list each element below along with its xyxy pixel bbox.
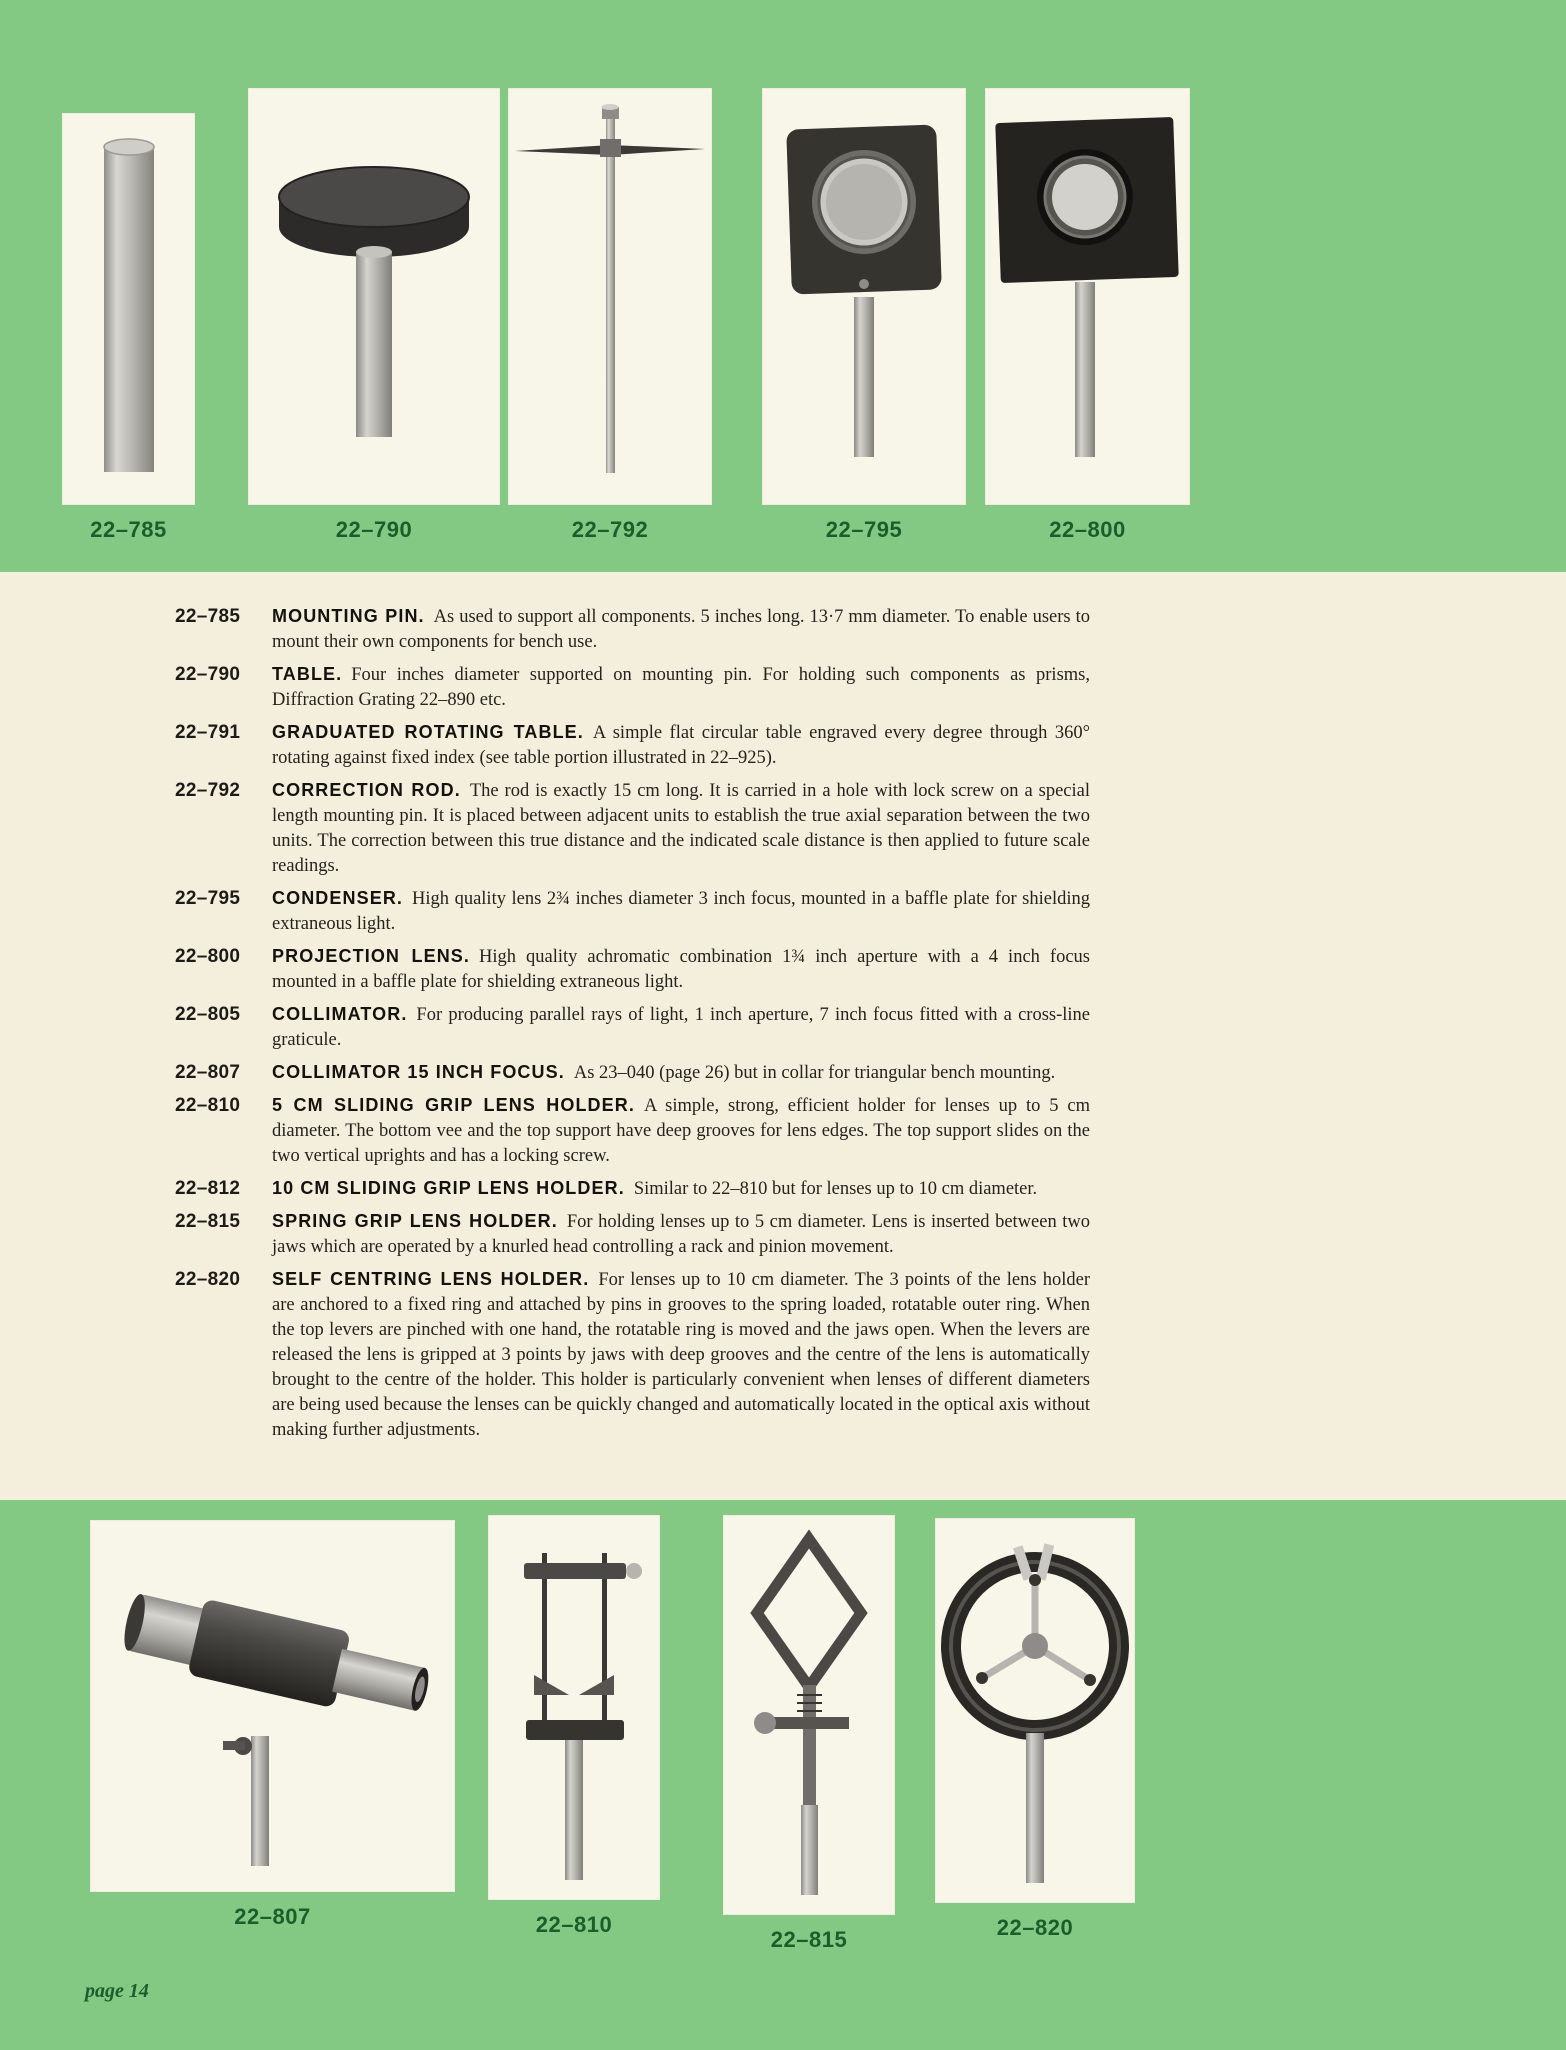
entry-code: 22–810 <box>175 1095 241 1116</box>
product-photo-card <box>723 1515 895 1915</box>
entry-body <box>272 662 1090 713</box>
entry-body <box>272 1002 1090 1053</box>
entry-text: The rod is exactly 15 cm long. It is carried in a hole with lock screw on a special length mounting pin. It is placed between adjacent units to establish the true axial separation between the two units. The correction between this true distance and the indicated scale distance is then applied to future scale readings. <box>272 781 1091 876</box>
product-photo-card <box>248 88 500 505</box>
catalog-entry <box>175 1002 1090 1053</box>
product-code-label: 22–800 <box>1049 517 1126 542</box>
mounting-pin-image <box>74 129 184 489</box>
entry-title: PROJECTION LENS. <box>272 946 471 966</box>
catalog-text-panel <box>0 572 1566 1500</box>
entry-text: As used to support all components. 5 inches long. 13·7 mm diameter. To enable users to mount their own components for bench use. <box>272 607 1090 652</box>
product-photo-card <box>62 113 195 505</box>
self-centring-lens-holder-image <box>940 1528 1130 1893</box>
entry-body <box>272 720 1090 771</box>
entry-code: 22–790 <box>175 664 241 685</box>
catalog-entry <box>175 662 1090 713</box>
catalog-entry <box>175 778 1090 879</box>
catalog-entry <box>175 944 1090 995</box>
entry-text: For lenses up to 10 cm diameter. The 3 points of the lens holder are anchored to a fixed ring and attached by pins in grooves to the spring loaded, rotatable outer ring. When the top levers are pinched with one hand, the rotatable ring is moved and the jaws open. When the levers are released the lens is gripped at 3 points by jaws with deep grooves and the centre of the lens is automatically brought to the centre of the holder. This holder is particularly convenient when lenses of different diameters are being used because the lenses can be quickly changed and automatically located in the optical axis without making further adjustments. <box>272 1270 1090 1440</box>
entry-code: 22–785 <box>175 606 241 627</box>
entry-code: 22–791 <box>175 722 241 743</box>
entry-title: COLLIMATOR. <box>272 1004 408 1024</box>
entry-title: GRADUATED ROTATING TABLE. <box>272 722 584 742</box>
entry-text: For holding lenses up to 5 cm diameter. Lens is inserted between two jaws which are operated by a knurled head controlling a rack and pinion movement. <box>272 1212 1091 1257</box>
product-photo-card <box>985 88 1190 505</box>
entry-text: Similar to 22–810 but for lenses up to 10 cm diameter. <box>633 1179 1038 1199</box>
entry-title: 5 CM SLIDING GRIP LENS HOLDER. <box>272 1095 635 1115</box>
product-photo-unit <box>935 1518 1135 1941</box>
entry-title: TABLE. <box>272 664 343 684</box>
catalog-entry <box>175 1060 1090 1086</box>
entry-title: MOUNTING PIN. <box>272 606 425 626</box>
product-photo-card <box>762 88 966 505</box>
entry-body <box>272 1209 1090 1260</box>
product-code-label: 22–815 <box>770 1927 848 1952</box>
catalog-entry <box>175 720 1090 771</box>
sliding-grip-lens-holder-image <box>494 1525 654 1890</box>
entry-text: A simple flat circular table engraved every degree through 360° rotating against fixed index (see table portion illustrated in 22–925). <box>272 723 1090 768</box>
product-photo-card <box>935 1518 1135 1903</box>
product-photo-unit <box>248 88 500 543</box>
spring-grip-lens-holder-image <box>729 1525 889 1905</box>
product-code-label: 22–795 <box>825 517 903 542</box>
product-photo-unit <box>90 1520 455 1930</box>
table-image <box>259 102 489 492</box>
entry-code: 22–792 <box>175 780 241 801</box>
entry-text: High quality achromatic combination 1¾ inch aperture with a 4 inch focus mounted in a baffle plate for shielding extraneous light. <box>272 947 1090 992</box>
entry-code: 22–820 <box>175 1269 241 1290</box>
bottom-photo-row <box>0 1500 1566 2050</box>
catalog-entry <box>175 1176 1090 1202</box>
product-photo-unit <box>508 88 712 543</box>
product-photo-card <box>90 1520 455 1892</box>
collimator-image <box>103 1531 443 1881</box>
entry-body <box>272 944 1090 995</box>
page-number: page 14 <box>85 1980 149 2002</box>
entry-body <box>272 1267 1090 1443</box>
entry-body <box>272 778 1090 879</box>
product-code-label: 22–790 <box>335 517 413 542</box>
product-photo-unit <box>723 1515 895 1953</box>
catalog-entries-list <box>175 572 1090 1443</box>
entry-title: SELF CENTRING LENS HOLDER. <box>272 1269 590 1289</box>
entry-title: COLLIMATOR 15 INCH FOCUS. <box>272 1062 565 1082</box>
entry-code: 22–807 <box>175 1062 241 1083</box>
product-photo-card <box>488 1515 660 1900</box>
catalog-entry <box>175 604 1090 655</box>
product-photo-unit <box>62 113 195 543</box>
entry-title: CORRECTION ROD. <box>272 780 461 800</box>
entry-text: High quality lens 2¾ inches diameter 3 inch focus, mounted in a baffle plate for shielding extraneous light. <box>272 889 1090 934</box>
product-photo-unit <box>488 1515 660 1938</box>
catalog-entry <box>175 886 1090 937</box>
entry-body <box>272 1093 1090 1169</box>
entry-code: 22–800 <box>175 946 241 967</box>
catalog-entry <box>175 1209 1090 1260</box>
catalog-entry <box>175 1267 1090 1443</box>
product-code-label: 22–820 <box>996 1915 1074 1940</box>
entry-title: SPRING GRIP LENS HOLDER. <box>272 1211 558 1231</box>
product-photo-unit <box>762 88 966 543</box>
product-code-label: 22–810 <box>535 1912 613 1937</box>
entry-code: 22–805 <box>175 1004 241 1025</box>
entry-title: CONDENSER. <box>272 888 404 908</box>
product-photo-card <box>508 88 712 505</box>
entry-title: 10 CM SLIDING GRIP LENS HOLDER. <box>272 1178 625 1198</box>
product-photo-unit <box>985 88 1190 543</box>
product-code-label: 22–807 <box>234 1904 311 1929</box>
entry-body <box>272 604 1090 655</box>
entry-body <box>272 1176 1090 1202</box>
product-code-label: 22–785 <box>90 517 167 542</box>
entry-code: 22–812 <box>175 1178 241 1199</box>
entry-body <box>272 886 1090 937</box>
product-code-label: 22–792 <box>571 517 649 542</box>
entry-body <box>272 1060 1090 1086</box>
entry-text: As 23–040 (page 26) but in collar for triangular bench mounting. <box>573 1063 1056 1083</box>
projection-lens-image <box>990 102 1185 492</box>
correction-rod-image <box>510 99 710 494</box>
catalog-entry <box>175 1093 1090 1169</box>
condenser-image <box>769 102 959 492</box>
entry-text: Four inches diameter supported on mounting pin. For holding such components as prisms, Diffraction Grating 22–890 etc. <box>272 665 1090 710</box>
entry-text: A simple, strong, efficient holder for lenses up to 5 cm diameter. The bottom vee and the top support have deep grooves for lens edges. The top support slides on the two vertical uprights and has a locking screw. <box>272 1096 1090 1166</box>
entry-code: 22–815 <box>175 1211 241 1232</box>
entry-code: 22–795 <box>175 888 241 909</box>
entry-text: For producing parallel rays of light, 1 inch aperture, 7 inch focus fitted with a cross-line graticule. <box>272 1005 1090 1050</box>
